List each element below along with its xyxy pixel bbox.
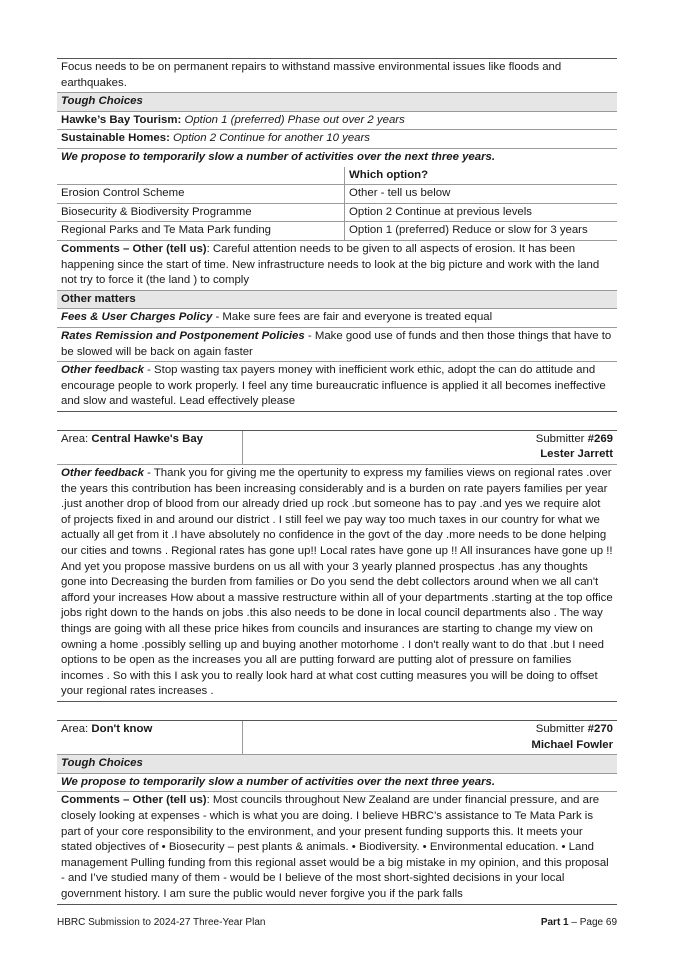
activity-name: Biosecurity & Biodiversity Programme (57, 204, 345, 222)
activity-name: Erosion Control Scheme (57, 185, 345, 203)
submitter-label: Submitter (535, 432, 588, 445)
area-cell (57, 721, 243, 754)
tourism-label: Hawke’s Bay Tourism: (61, 113, 182, 126)
footer-part: Part 1 (540, 917, 569, 928)
intro-text: Focus needs to be on permanent repairs to withstand massive environmental issues like floods and earthquakes. (61, 61, 562, 89)
feedback-row (57, 361, 617, 411)
footer-title: HBRC Submission to 2024-27 Three-Year Plan (57, 917, 266, 928)
comments-label: Comments – Other (tell us) (61, 242, 207, 255)
submitter-label: Submitter (535, 722, 588, 735)
activity-header-blank (57, 167, 345, 185)
submission-268 (57, 58, 617, 412)
activity-option: Other - tell us below (349, 187, 451, 200)
tough-choices-heading: Tough Choices (57, 92, 617, 111)
submission-269 (57, 430, 617, 702)
propose-heading: We propose to temporarily slow a number of activities over the next three years. (57, 148, 617, 167)
submitter-number: #269 (587, 432, 613, 445)
feedback-row (57, 465, 617, 701)
document-page (57, 58, 617, 905)
feedback-text: - Stop wasting tax payers money with inefficient work ethic, adopt the can do attitude and encourage people to work properly. I feel any time bureaucratic influence is applied it all becomes ineffective and slow and wasteful. Lead effectively please (61, 364, 606, 408)
homes-row (57, 129, 617, 148)
submitter-number: #270 (587, 722, 613, 735)
area-value: Don't know (91, 722, 153, 735)
submission-270 (57, 720, 617, 905)
fees-text: - Make sure fees are fair and everyone is treated equal (212, 311, 493, 324)
which-option-header: Which option? (349, 168, 429, 181)
comments-row (57, 240, 617, 290)
other-matters-heading: Other matters (57, 290, 617, 309)
activity-option: Option 1 (preferred) Reduce or slow for 3 years (349, 224, 588, 237)
comments-text: : Most councils throughout New Zealand are under financial pressure, and are closely looking at expenses - which is what you are doing. I believe HBRC’s assistance to Te Mata Park is part of your core responsibility to the environment, and your present funding supports this. It meets your stated objectives of • Biosecurity – pest plants & animals. • Biodiversity. • Environmental education. • Land management Pulling funding from this regional asset would be a big mistake in my opinion, and this proposal - and I’ve studied many of them - would be I believe of the most short-sighted decisions in your local government history. I am sure the public would never forgive you if the park falls (61, 794, 609, 900)
area-value: Central Hawke's Bay (91, 432, 203, 445)
activities-header-row (57, 167, 617, 185)
activity-row (57, 203, 617, 222)
homes-value: Option 2 Continue for another 10 years (173, 132, 370, 145)
comments-label: Comments – Other (tell us) (61, 794, 207, 807)
rates-row (57, 327, 617, 361)
feedback-text: - Thank you for giving me the opertunity to express my families views on regional rates .over the years this contribution has been increasing considerably and is a burden on rate payers families per year .just another drop of blood from our already dried up rock .but someone has to pay .and yes we require alot of projects fixed in and around our district . I still feel we pay way too much taxes in our country for what we actually all get from it .I have absolutely no confidence in the govt of the day .more needs to be done helping our cities and towns . Regional rates has gone up!! Local rates have gone up !! All insurances have gone up !! And yet you propose massive burdens on us all with your 3 yearly planned prospectus .has any thoughts gone into Decreasing the burden from families or Do you send the debt collectors around when we all can't afford your increases How about a massive restructure within all of your departments .starting at the top office jobs right down to the hands on jobs .this also needs to be done in local council departments also . The way things are going with all these price hikes from councils and insurances are starting to change my view on owning a home .possibly selling up and buying another motorhome . I don't really want to do that .but I need options to be open as the increases you all are putting forward are putting alot of pressure on families incomes . So with this I ask you to really look hard at what cost cutting measures you will be doing to offset your regional rates increases . (61, 467, 613, 698)
rates-label: Rates Remission and Postponement Policies (61, 329, 305, 342)
fees-label: Fees & User Charges Policy (61, 311, 213, 324)
activity-option: Option 2 Continue at previous levels (349, 205, 532, 218)
rates-text: - Make good use of funds and then those things that have to be slowed will be back on again faster (61, 329, 612, 358)
feedback-label: Other feedback (61, 364, 144, 377)
tough-choices-heading: Tough Choices (57, 755, 617, 773)
activity-name: Regional Parks and Te Mata Park funding (57, 222, 345, 240)
comments-text: : Careful attention needs to be given to all aspects of erosion. It has been happening since the start of time. New infrastructure needs to look at the big picture and work with the land not try to force it (the land ) to comply (61, 242, 600, 287)
activity-row (57, 221, 617, 240)
fees-row (57, 308, 617, 327)
submission-header (57, 431, 617, 465)
footer-page (541, 915, 617, 931)
propose-heading: We propose to temporarily slow a number of activities over the next three years. (57, 773, 617, 792)
submitter-cell (243, 721, 617, 754)
tourism-value: Option 1 (preferred) Phase out over 2 years (184, 113, 405, 126)
submitter-cell (243, 431, 617, 464)
tourism-row (57, 111, 617, 130)
feedback-label: Other feedback (61, 467, 144, 480)
footer-page-number: – Page 69 (568, 917, 617, 928)
submission-header (57, 721, 617, 755)
page-footer (57, 915, 617, 931)
comments-row (57, 791, 617, 903)
submitter-name: Lester Jarrett (540, 448, 613, 461)
homes-label: Sustainable Homes: (61, 132, 170, 145)
activity-row (57, 184, 617, 203)
area-cell (57, 431, 243, 464)
area-label: Area: (61, 432, 92, 445)
submitter-name: Michael Fowler (531, 738, 613, 751)
area-label: Area: (61, 722, 92, 735)
